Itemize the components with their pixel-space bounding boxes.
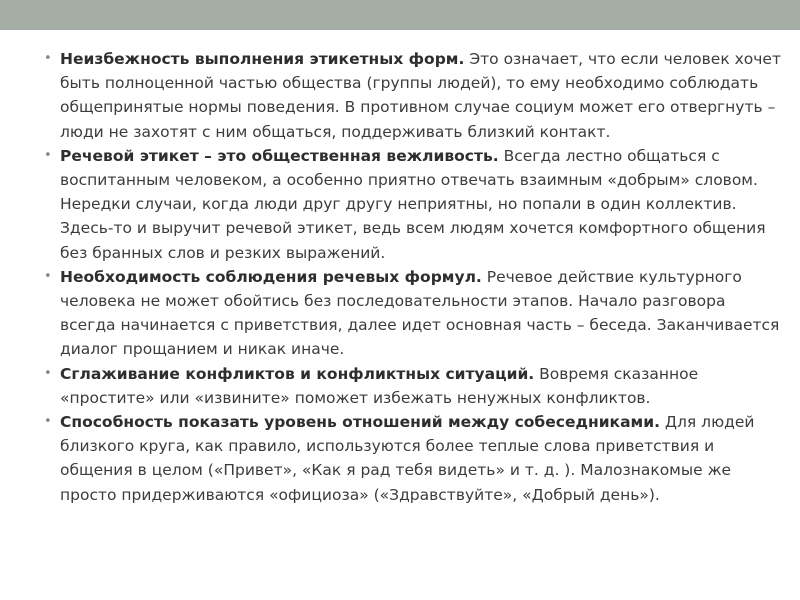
bullet-dot-icon: •: [44, 414, 52, 430]
bullet-dot-icon: •: [44, 51, 52, 66]
bullet-dot-icon: •: [44, 147, 52, 163]
bullet-text: Вовремя сказанное «простите» или «извините» поможет избежать ненужных конфликтов.: [60, 364, 699, 407]
bullet-heading: Сглаживание конфликтов и конфликтных ситуаций.: [60, 364, 535, 383]
bullet-heading: Способность показать уровень отношений между собеседниками.: [60, 413, 660, 432]
bullet-heading: Речевой этикет – это общественная вежливость.: [60, 146, 499, 165]
bullet-heading: Неизбежность выполнения этикетных форм.: [60, 50, 465, 68]
bullet-text: Речевое действие культурного человека не может обойтись без последовательности этапов. Начало разговора всегда начинается с приветствия, далее идет основная часть – беседа. Заканчивается диалог прощанием и никак иначе.: [60, 267, 780, 359]
bullet-item-politeness: [44, 144, 784, 265]
bullet-dot-icon: •: [44, 268, 52, 284]
bullet-list: [44, 47, 784, 507]
bullet-heading: Необходимость соблюдения речевых формул.: [60, 267, 482, 286]
bullet-item-relationship-level: [44, 410, 784, 507]
bullet-item-speech-formulas: [44, 265, 784, 362]
bullet-item-inevitability: [44, 47, 784, 144]
bullet-text: Это означает, что если человек хочет быть полноценной частью общества (группы людей), то ему необходимо соблюдать общепринятые нормы поведения. В противном случае социум может его отвергнуть – люди не захотят с ним общаться, поддерживать близкий контакт.: [60, 50, 781, 141]
bullet-text: Всегда лестно общаться с воспитанным человеком, а особенно приятно отвечать взаимным «добрым» словом. Нередки случаи, когда люди друг другу неприятны, но попали в один коллектив. Здесь-то и выручит речевой этикет, ведь всем людям хочется комфортного общения без бранных слов и резких выражений.: [60, 146, 766, 262]
slide-header-band: [0, 0, 800, 30]
bullet-dot-icon: •: [44, 365, 52, 381]
bullet-item-conflicts: [44, 362, 784, 410]
bullet-text: Для людей близкого круга, как правило, используются более теплые слова приветствия и общения в целом («Привет», «Как я рад тебя видеть» и т. д. ). Малознакомые же просто придерживаются «официоза» («Здравствуйте», «Добрый день»).: [60, 413, 755, 504]
